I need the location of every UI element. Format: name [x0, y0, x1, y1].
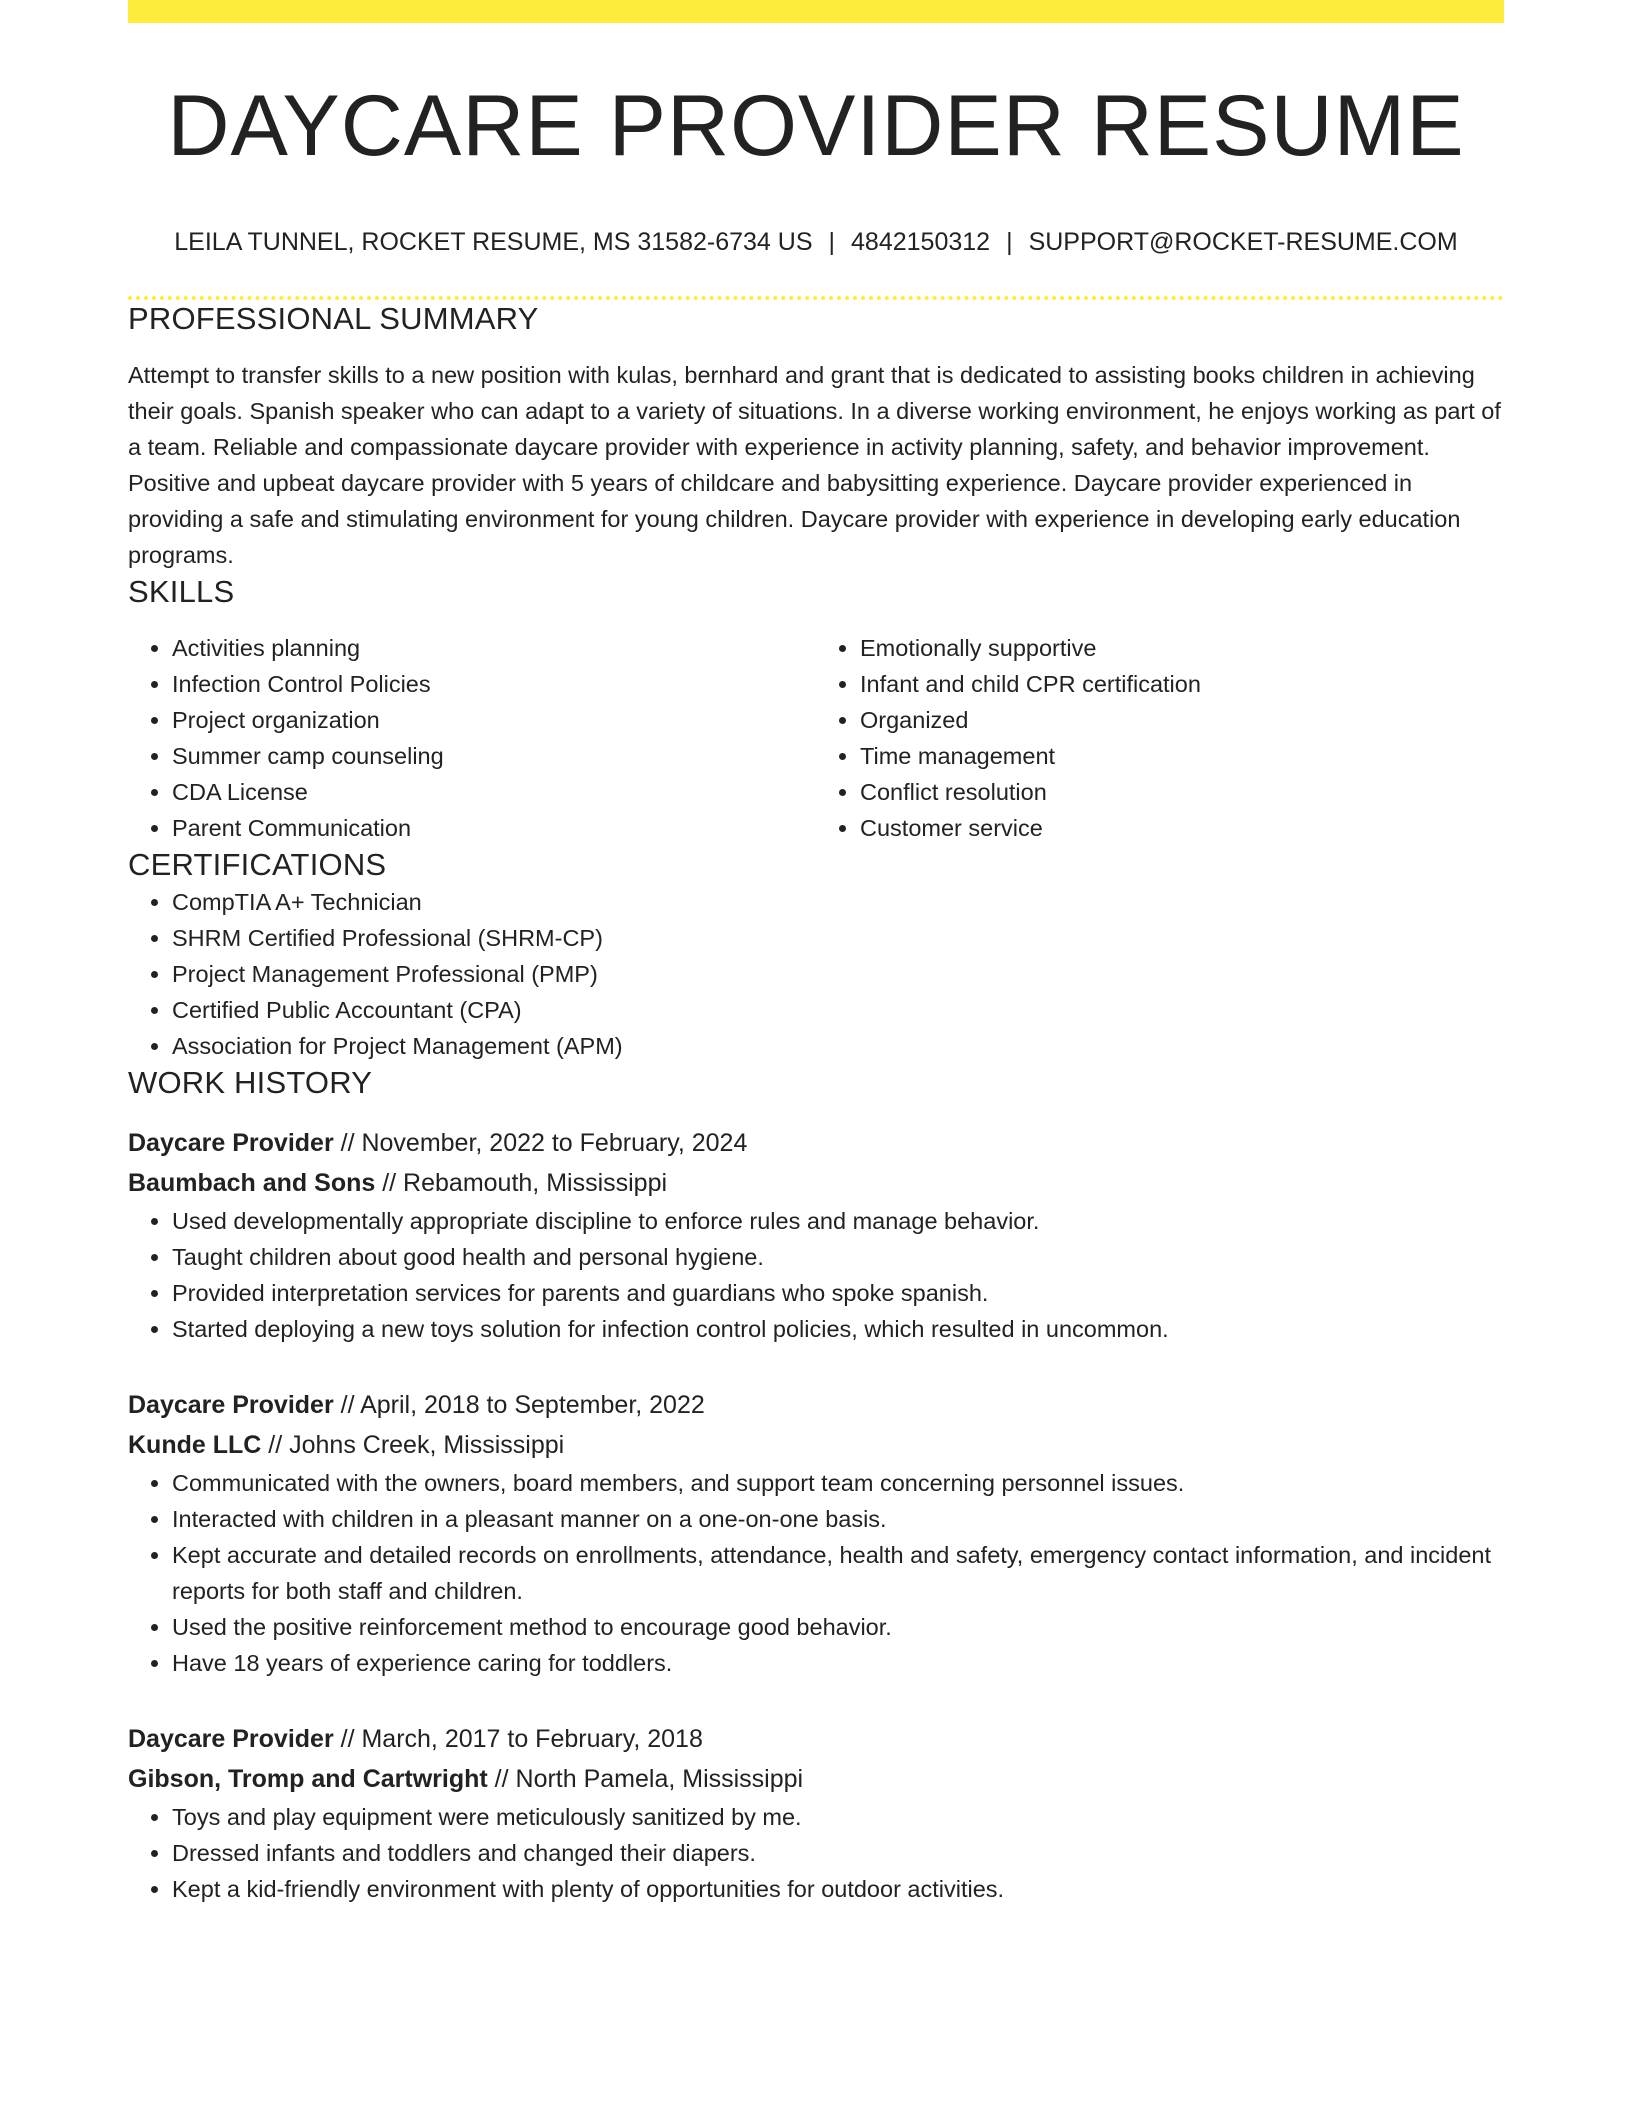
skill-item: • Time management [860, 738, 1504, 774]
resume-title: DAYCARE PROVIDER RESUME [167, 78, 1465, 174]
job-role-line [128, 1719, 1504, 1759]
job-duty-item: • Have 18 years of experience caring for toddlers. [172, 1645, 1504, 1681]
job-role: Daycare Provider [128, 1128, 334, 1157]
certification-item: • Project Management Professional (PMP) [172, 956, 1504, 992]
skill-item: • CDA License [172, 774, 816, 810]
job-duty-item: • Toys and play equipment were meticulously sanitized by me. [172, 1799, 1504, 1835]
job-duty-item: • Used developmentally appropriate discipline to enforce rules and manage behavior. [172, 1203, 1504, 1239]
job-role-line [128, 1385, 1504, 1425]
job-company: Gibson, Tromp and Cartwright [128, 1764, 488, 1793]
skill-item: • Organized [860, 702, 1504, 738]
job-company-line [128, 1425, 1504, 1465]
skill-item: • Customer service [860, 810, 1504, 846]
job-dates: // April, 2018 to September, 2022 [333, 1390, 705, 1419]
skills-section [128, 573, 1504, 846]
job-role: Daycare Provider [128, 1390, 334, 1419]
job-role-line [128, 1123, 1504, 1163]
job-duty-item: • Interacted with children in a pleasant manner on a one-on-one basis. [172, 1501, 1504, 1537]
skills-list-left [128, 630, 816, 846]
job-entry [128, 1719, 1504, 1907]
skills-column-left [128, 630, 816, 846]
skills-column-right [816, 630, 1504, 846]
contact-phone: 4842150312 [851, 228, 991, 256]
skills-grid [128, 630, 1504, 846]
contact-separator: | [828, 228, 836, 256]
job-company: Baumbach and Sons [128, 1168, 376, 1197]
summary-text: Attempt to transfer skills to a new position with kulas, bernhard and grant that is dedicated to assisting books children in achieving their goals. Spanish speaker who can adapt to a variety of situations. In a diverse working environment, he enjoys working as part of a team. Reliable and compassionate daycare provider with experience in activity planning, safety, and behavior improvement. Positive and upbeat daycare provider with 5 years of childcare and babysitting experience. Daycare provider experienced in providing a safe and stimulating environment for young children. Daycare provider with experience in developing early education programs. [128, 362, 1501, 569]
certification-item: • CompTIA A+ Technician [172, 884, 1504, 920]
job-duties-list [128, 1203, 1504, 1347]
skill-item: • Infection Control Policies [172, 666, 816, 702]
skill-item: • Infant and child CPR certification [860, 666, 1504, 702]
job-duty-item: • Started deploying a new toys solution for infection control policies, which resulted in uncommon. [172, 1311, 1504, 1347]
job-entry [128, 1123, 1504, 1347]
skill-item: • Summer camp counseling [172, 738, 816, 774]
skill-item: • Conflict resolution [860, 774, 1504, 810]
contact-address: LEILA TUNNEL, ROCKET RESUME, MS 31582-6734 US [174, 228, 813, 256]
job-duty-item: • Dressed infants and toddlers and changed their diapers. [172, 1835, 1504, 1871]
job-location: // Johns Creek, Mississippi [261, 1430, 565, 1459]
job-duties-list [128, 1465, 1504, 1681]
skills-list-right [816, 630, 1504, 846]
job-entry [128, 1385, 1504, 1681]
certifications-heading: CERTIFICATIONS [128, 847, 387, 883]
summary-section [128, 300, 1504, 573]
job-role: Daycare Provider [128, 1724, 334, 1753]
job-dates: // November, 2022 to February, 2024 [333, 1128, 748, 1157]
job-dates: // March, 2017 to February, 2018 [333, 1724, 703, 1753]
job-company-line [128, 1163, 1504, 1203]
skill-item: • Project organization [172, 702, 816, 738]
job-duties-list [128, 1799, 1504, 1907]
skill-item: • Emotionally supportive [860, 630, 1504, 666]
job-company: Kunde LLC [128, 1430, 262, 1459]
job-duty-item: • Kept a kid-friendly environment with plenty of opportunities for outdoor activities. [172, 1871, 1504, 1907]
contact-separator: | [1006, 228, 1013, 256]
work-history-heading: WORK HISTORY [128, 1064, 373, 1100]
accent-top-bar [128, 0, 1504, 23]
skill-item: • Activities planning [172, 630, 816, 666]
contact-email: SUPPORT@ROCKET-RESUME.COM [1028, 228, 1458, 256]
job-duty-item: • Provided interpretation services for parents and guardians who spoke spanish. [172, 1275, 1504, 1311]
resume-page [128, 0, 1504, 1907]
job-duty-item: • Taught children about good health and personal hygiene. [172, 1239, 1504, 1275]
certifications-list [128, 884, 1504, 1064]
skills-heading: SKILLS [128, 574, 235, 610]
work-history-section [128, 1064, 1504, 1907]
job-duty-item: • Communicated with the owners, board members, and support team concerning personnel issues. [172, 1465, 1504, 1501]
job-duty-item: • Kept accurate and detailed records on enrollments, attendance, health and safety, emergency contact information, and incident reports for both staff and children. [172, 1537, 1504, 1609]
job-company-line [128, 1759, 1504, 1799]
certifications-section [128, 846, 1504, 1063]
certification-item: • SHRM Certified Professional (SHRM-CP) [172, 920, 1504, 956]
job-duty-item: • Used the positive reinforcement method to encourage good behavior. [172, 1609, 1504, 1645]
certification-item: • Association for Project Management (APM) [172, 1028, 1504, 1064]
skill-item: • Parent Communication [172, 810, 816, 846]
job-location: // North Pamela, Mississippi [487, 1764, 804, 1793]
summary-heading: PROFESSIONAL SUMMARY [128, 301, 539, 336]
certification-item: • Certified Public Accountant (CPA) [172, 992, 1504, 1028]
job-location: // Rebamouth, Mississippi [375, 1168, 668, 1197]
contact-line [128, 227, 1504, 257]
